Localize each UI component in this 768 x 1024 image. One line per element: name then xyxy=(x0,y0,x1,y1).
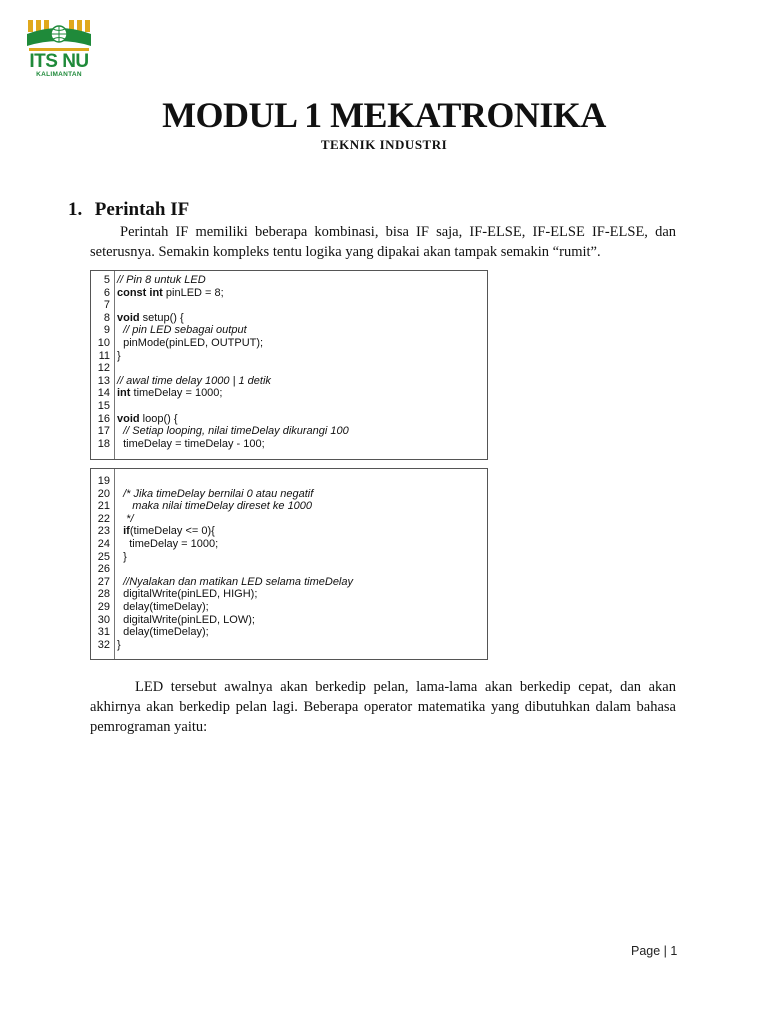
code-text: void setup() { xyxy=(117,311,184,324)
logo-subtext: KALIMANTAN xyxy=(36,71,82,78)
line-number: 8 xyxy=(103,311,110,324)
line-number: 18 xyxy=(97,437,110,450)
code-text: // awal time delay 1000 | 1 detik xyxy=(117,374,271,387)
code-text: maka nilai timeDelay direset ke 1000 xyxy=(117,500,313,513)
line-number: 24 xyxy=(97,538,110,550)
code-text: timeDelay = 1000; xyxy=(117,538,219,550)
line-number: 10 xyxy=(97,337,110,349)
line-number: 30 xyxy=(97,613,110,626)
code-text: if(timeDelay <= 0){ xyxy=(123,525,215,538)
line-number: 9 xyxy=(103,324,110,337)
line-number: 12 xyxy=(97,362,110,375)
code-text: pinMode(pinLED, OUTPUT); xyxy=(117,337,264,349)
code-text: /* Jika timeDelay bernilai 0 atau negatif xyxy=(117,487,314,500)
line-number: 20 xyxy=(97,487,110,500)
code-text: //Nyalakan dan matikan LED selama timeDelay xyxy=(117,575,353,588)
line-number: 13 xyxy=(97,374,110,387)
line-number: 28 xyxy=(97,588,110,601)
code-text: delay(timeDelay); xyxy=(117,601,209,613)
code-text: // Pin 8 untuk LED xyxy=(117,274,206,286)
code-text: digitalWrite(pinLED, LOW); xyxy=(117,613,255,626)
closing-text: LED tersebut awalnya akan berkedip pelan, lama-lama akan berkedip cepat, dan akan akhirnya akan berkedip pelan lagi. Beberapa operator matematika yang dibutuhkan dalam bahasa pemrograman yaitu: xyxy=(90,679,676,735)
line-number: 19 xyxy=(97,475,110,487)
logo-text: ITS NU xyxy=(29,51,89,72)
page-number: Page | 1 xyxy=(631,944,678,958)
line-number: 15 xyxy=(97,400,110,412)
line-number: 29 xyxy=(97,601,110,613)
line-number: 6 xyxy=(103,286,110,299)
line-number: 22 xyxy=(97,512,110,525)
document-title: MODUL 1 MEKATRONIKA xyxy=(162,95,606,135)
line-number: 11 xyxy=(98,349,110,362)
code-text: void loop() { xyxy=(117,412,178,425)
section-title: Perintah IF xyxy=(94,199,190,220)
code-text: */ xyxy=(117,512,134,525)
code-text: digitalWrite(pinLED, HIGH); xyxy=(117,588,258,601)
line-number: 5 xyxy=(103,274,110,286)
code-text: } xyxy=(117,349,121,362)
section-number: 1. xyxy=(68,199,83,220)
line-number: 17 xyxy=(97,425,110,438)
document-subtitle: TEKNIK INDUSTRI xyxy=(320,137,448,152)
code-text: const int pinLED = 8; xyxy=(117,286,224,299)
section-heading xyxy=(68,199,189,221)
code-text: } xyxy=(117,638,121,651)
code-text: delay(timeDelay); xyxy=(117,626,209,639)
code-text: // Setiap looping, nilai timeDelay dikurangi 100 xyxy=(117,425,349,438)
line-number: 32 xyxy=(97,638,110,651)
line-number: 23 xyxy=(97,525,110,538)
intro-paragraph xyxy=(90,222,676,262)
code-block-2 xyxy=(90,468,488,660)
line-number: 27 xyxy=(97,575,110,588)
line-number: 21 xyxy=(97,500,110,513)
line-number: 25 xyxy=(97,550,110,563)
line-number: 7 xyxy=(103,299,110,312)
closing-paragraph xyxy=(90,677,676,737)
line-number: 16 xyxy=(97,412,110,425)
line-number: 14 xyxy=(97,387,110,400)
line-number: 31 xyxy=(97,626,110,639)
code-text: int timeDelay = 1000; xyxy=(117,387,223,400)
code-block-1 xyxy=(90,270,488,460)
intro-text: Perintah IF memiliki beberapa kombinasi, bisa IF saja, IF-ELSE, IF-ELSE IF-ELSE, dan seterusnya. Semakin kompleks tentu logika yang dipakai akan tampak semakin “rumit”. xyxy=(90,224,676,260)
line-number: 26 xyxy=(97,563,110,576)
code-text: } xyxy=(117,550,127,563)
code-text: timeDelay = timeDelay - 100; xyxy=(117,437,265,450)
code-text: // pin LED sebagai output xyxy=(117,324,247,337)
